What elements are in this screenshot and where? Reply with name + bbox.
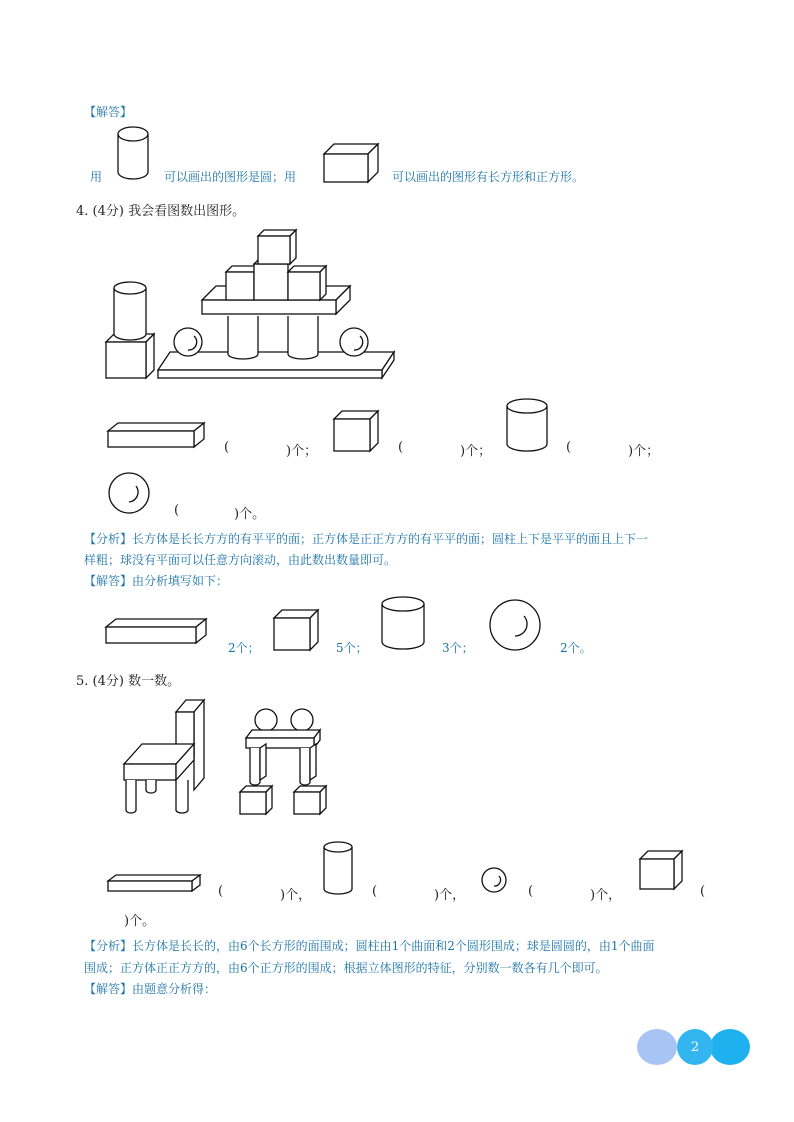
q4-answer-count-1: 2个； (228, 641, 260, 655)
q4-cylinder-icon (505, 396, 549, 454)
q3-text-circle: 可以画出的图形是圆；用 (164, 170, 297, 184)
q4-analysis-line1 (84, 530, 648, 547)
q3-answer-tag: 【解答】 (84, 105, 133, 119)
q5-cylinder-icon (322, 839, 354, 897)
q4-blank-3-open: ( (566, 440, 572, 455)
q5-blank-3-open: ( (528, 884, 534, 899)
cylinder-icon (116, 124, 150, 184)
q4-block-structure (104, 228, 398, 382)
q4-answer-cuboid-icon (104, 617, 208, 647)
page-circle-left (637, 1029, 677, 1065)
q4-blank-1-close: )个； (286, 444, 318, 459)
page-circle-right (710, 1029, 750, 1065)
q5-analysis-tag: 【分析】 (84, 939, 133, 953)
q4-analysis-tag: 【分析】 (84, 532, 133, 546)
q5-answer-text: 由题意分析得： (132, 982, 217, 996)
q4-answer-count-4: 2个。 (560, 641, 592, 655)
q5-blank-1-open: ( (218, 884, 224, 899)
q4-blank-2-close: )个； (460, 444, 492, 459)
q4-blank-4-open: ( (174, 503, 180, 518)
q4-title: 4. (4分) 我会看图数出图形。 (76, 204, 246, 219)
q5-analysis-line2: 围成；正方体正正方方的，由6个正方形的围成；根据立体图形的特征，分别数一数各有几个即可。 (84, 961, 608, 975)
q5-analysis-line1 (84, 937, 655, 954)
q5-blank-2-close: )个， (434, 888, 466, 903)
q5-blank-3-close: )个， (590, 888, 622, 903)
q4-analysis-line2: 样粗；球没有平面可以任意方向滚动，由此数出数量即可。 (84, 553, 397, 567)
q4-answer-text: 由分析填写如下： (132, 574, 229, 588)
q4-answer-tag: 【解答】 (84, 574, 133, 588)
q5-blank-2-open: ( (372, 884, 378, 899)
q5-blank-4-open: ( (700, 884, 706, 899)
q3-use-label: 用 (90, 170, 103, 184)
q4-answer-count-2: 5个； (336, 641, 368, 655)
q4-blank-1-open: ( (224, 440, 230, 455)
q4-blank-3-close: )个； (628, 444, 660, 459)
cuboid-icon (322, 142, 380, 184)
q4-cuboid-icon (106, 421, 206, 451)
q4-analysis-text1: 长方体是长长方方的有平平的面；正方体是正正方方的有平平的面；圆柱上下是平平的面且上下一 (132, 532, 649, 546)
q5-answer-tag: 【解答】 (84, 982, 133, 996)
q5-sphere-icon (480, 866, 510, 896)
q4-cube-icon (332, 409, 382, 453)
q5-blank-1-close: )个， (280, 888, 312, 903)
q5-analysis-text1: 长方体是长长的，由6个长方形的面围成；圆柱由1个曲面和2个圆形围成；球是圆圆的，由1个曲面 (132, 939, 655, 953)
q5-cube-icon (638, 849, 684, 893)
q5-cuboid-icon (106, 873, 202, 895)
q4-answer-cylinder-icon (380, 594, 426, 652)
q3-text-rect: 可以画出的图形有长方形和正方形。 (392, 170, 585, 184)
q4-answer-count-3: 3个； (442, 641, 474, 655)
q5-chair-figure (120, 698, 210, 818)
q5-table-figure (236, 706, 330, 818)
q4-blank-2-open: ( (398, 440, 404, 455)
q4-answer-line (84, 572, 228, 589)
q4-sphere-icon (106, 470, 152, 516)
q4-answer-cube-icon (272, 608, 322, 652)
q5-title: 5. (4分) 数一数。 (76, 674, 181, 689)
q4-answer-sphere-icon (488, 598, 544, 654)
page-number: 2 (677, 1029, 713, 1065)
q4-blank-4-close: )个。 (234, 507, 266, 522)
q5-blank-4-close: )个。 (124, 914, 156, 929)
q5-answer-line (84, 980, 216, 997)
